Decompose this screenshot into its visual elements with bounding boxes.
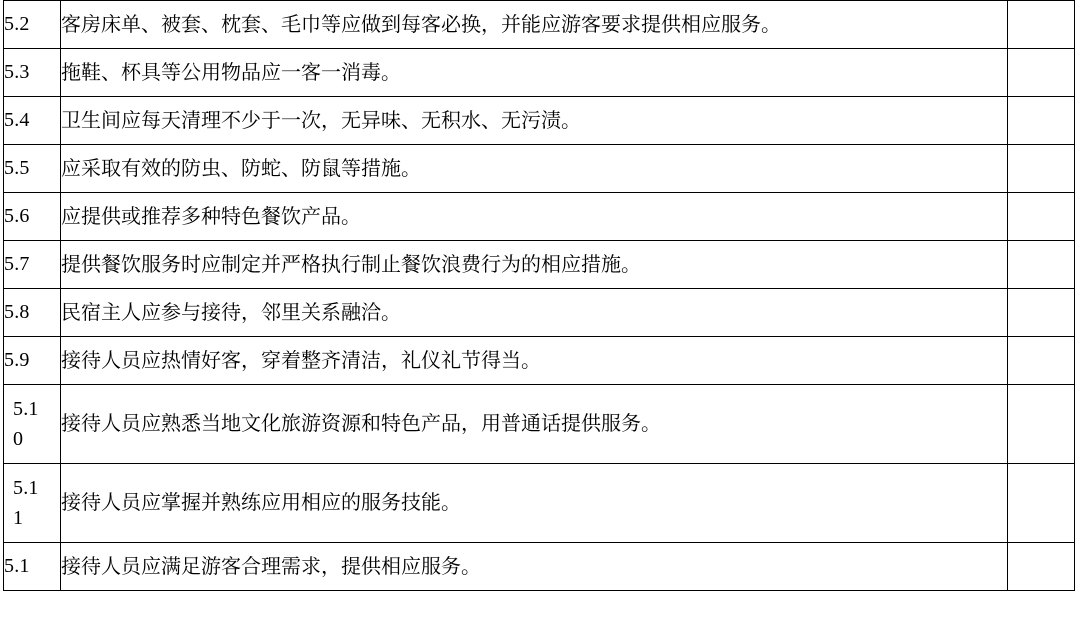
- row-number: 5.4: [4, 109, 30, 131]
- row-text: 接待人员应满足游客合理需求，提供相应服务。: [61, 555, 481, 578]
- row-check-cell[interactable]: [1008, 241, 1075, 289]
- row-check-cell[interactable]: [1008, 385, 1075, 464]
- row-number: 5.6: [4, 205, 30, 227]
- row-text-cell: [61, 49, 1008, 97]
- row-check-cell[interactable]: [1008, 1, 1075, 49]
- row-text-cell: [61, 337, 1008, 385]
- table-row: [4, 241, 1075, 289]
- row-check-cell[interactable]: [1008, 543, 1075, 591]
- row-text-cell: [61, 241, 1008, 289]
- row-number-cell: [4, 289, 61, 337]
- row-text-cell: [61, 145, 1008, 193]
- row-text: 卫生间应每天清理不少于一次，无异味、无积水、无污渍。: [61, 109, 581, 132]
- row-number-cell: [4, 337, 61, 385]
- row-text: 接待人员应掌握并熟练应用相应的服务技能。: [61, 492, 461, 514]
- row-number-cell: [4, 385, 61, 464]
- row-number-cell: [4, 241, 61, 289]
- table-row: [4, 49, 1075, 97]
- row-check-cell[interactable]: [1008, 49, 1075, 97]
- row-number: 5.3: [4, 61, 30, 83]
- row-number-cell: [4, 97, 61, 145]
- table-row: [4, 464, 1075, 543]
- row-check-cell[interactable]: [1008, 289, 1075, 337]
- row-number-cell: [4, 193, 61, 241]
- row-number: 5.9: [4, 349, 30, 371]
- row-check-cell[interactable]: [1008, 97, 1075, 145]
- row-check-cell[interactable]: [1008, 464, 1075, 543]
- row-number: 5.1: [13, 398, 39, 420]
- row-check-cell[interactable]: [1008, 193, 1075, 241]
- table-row: [4, 193, 1075, 241]
- table-row: [4, 337, 1075, 385]
- row-number: 5.7: [4, 253, 30, 275]
- row-text-cell: [61, 97, 1008, 145]
- table-row: [4, 1, 1075, 49]
- row-check-cell[interactable]: [1008, 145, 1075, 193]
- row-text-cell: [61, 1, 1008, 49]
- row-text-cell: [61, 193, 1008, 241]
- row-number: 5.1: [13, 477, 39, 499]
- row-number: 5.1: [4, 555, 30, 577]
- row-text: 应提供或推荐多种特色餐饮产品。: [61, 205, 361, 228]
- row-text: 民宿主人应参与接待，邻里关系融洽。: [61, 301, 401, 324]
- row-number: 5.8: [4, 301, 30, 323]
- row-number: 5.2: [4, 13, 30, 35]
- table-row: [4, 543, 1075, 591]
- row-number-cell: [4, 49, 61, 97]
- table-row: [4, 289, 1075, 337]
- row-number: 5.5: [4, 157, 30, 179]
- row-number-cell: [4, 464, 61, 543]
- row-number-cell: [4, 543, 61, 591]
- row-number-cell: [4, 145, 61, 193]
- table-row: [4, 97, 1075, 145]
- row-text: 提供餐饮服务时应制定并严格执行制止餐饮浪费行为的相应措施。: [61, 253, 641, 276]
- row-text: 应采取有效的防虫、防蛇、防鼠等措施。: [61, 157, 421, 180]
- table-body: [4, 1, 1075, 591]
- row-text-cell: [61, 289, 1008, 337]
- row-number-continuation: 1: [13, 507, 24, 529]
- row-number-continuation: 0: [13, 428, 24, 450]
- row-check-cell[interactable]: [1008, 337, 1075, 385]
- table-row: [4, 145, 1075, 193]
- row-text-cell: [61, 385, 1008, 464]
- row-text: 接待人员应熟悉当地文化旅游资源和特色产品，用普通话提供服务。: [61, 413, 661, 435]
- row-text: 拖鞋、杯具等公用物品应一客一消毒。: [61, 61, 401, 84]
- table-row: [4, 385, 1075, 464]
- row-text-cell: [61, 543, 1008, 591]
- row-text: 客房床单、被套、枕套、毛巾等应做到每客必换，并能应游客要求提供相应服务。: [61, 13, 781, 36]
- row-number-cell: [4, 1, 61, 49]
- requirements-table: [3, 0, 1075, 591]
- row-text: 接待人员应热情好客，穿着整齐清洁，礼仪礼节得当。: [61, 349, 541, 372]
- row-text-cell: [61, 464, 1008, 543]
